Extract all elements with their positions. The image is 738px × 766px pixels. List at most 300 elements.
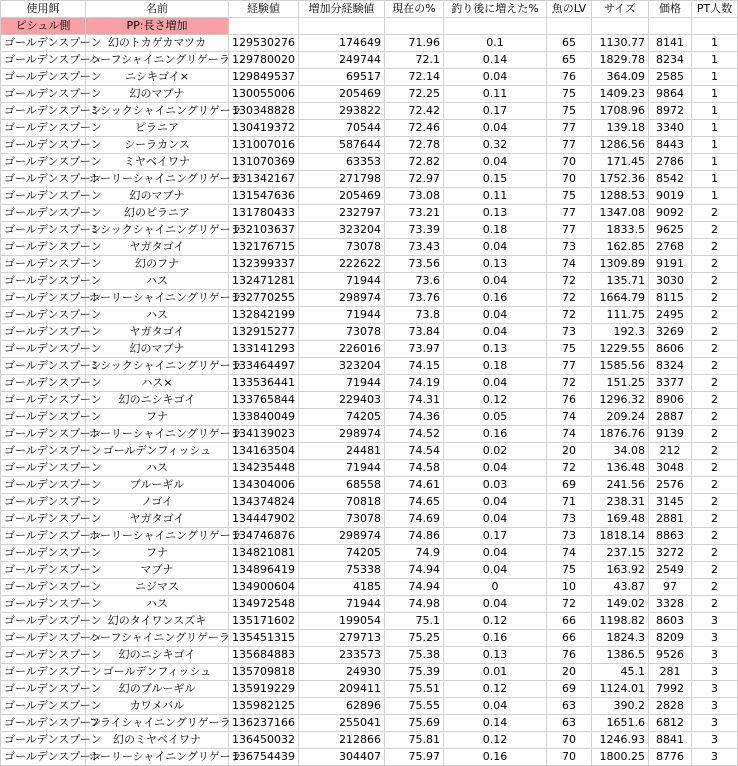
cell-pct-increase[interactable]: 0.17: [444, 528, 547, 545]
cell-party[interactable]: 1: [692, 188, 738, 205]
cell-exp[interactable]: 132770255: [229, 290, 299, 307]
cell-pct-increase[interactable]: 0.03: [444, 477, 547, 494]
cell-party[interactable]: 2: [692, 596, 738, 613]
cell-price[interactable]: 8115: [649, 290, 692, 307]
cell-exp-gain[interactable]: 222622: [299, 256, 385, 273]
cell-price[interactable]: 3269: [649, 324, 692, 341]
header-cell-size[interactable]: サイズ: [592, 1, 649, 18]
cell-party[interactable]: 2: [692, 477, 738, 494]
cell-size[interactable]: 237.15: [592, 545, 649, 562]
cell-exp[interactable]: 134447902: [229, 511, 299, 528]
cell-exp[interactable]: 135171602: [229, 613, 299, 630]
cell-party[interactable]: 2: [692, 222, 738, 239]
cell-price[interactable]: 8972: [649, 103, 692, 120]
cell-pct-increase[interactable]: 0.04: [444, 273, 547, 290]
cell-exp[interactable]: 132103637: [229, 222, 299, 239]
cell-size[interactable]: 1286.56: [592, 137, 649, 154]
cell-fish-lv[interactable]: 75: [547, 188, 592, 205]
cell-size[interactable]: 1386.5: [592, 647, 649, 664]
cell-name[interactable]: フライシャイニングリゲーラ: [86, 715, 229, 732]
cell-current-pct[interactable]: 74.86: [385, 528, 444, 545]
cell-fish-lv[interactable]: 72: [547, 273, 592, 290]
cell-name[interactable]: ヤガタゴイ: [86, 511, 229, 528]
cell-exp[interactable]: 132842199: [229, 307, 299, 324]
cell-current-pct[interactable]: 75.25: [385, 630, 444, 647]
cell-fish-lv[interactable]: 72: [547, 307, 592, 324]
cell-bait[interactable]: ゴールデンスプーン: [1, 715, 86, 732]
cell-exp-gain[interactable]: 298974: [299, 528, 385, 545]
cell-size[interactable]: 364.09: [592, 69, 649, 86]
cell-party[interactable]: 1: [692, 69, 738, 86]
cell-price[interactable]: 9864: [649, 86, 692, 103]
cell-price[interactable]: 2768: [649, 239, 692, 256]
cell-exp-gain[interactable]: 71944: [299, 273, 385, 290]
empty-cell[interactable]: [444, 18, 547, 35]
empty-cell[interactable]: [649, 18, 692, 35]
cell-bait[interactable]: ゴールデンスプーン: [1, 35, 86, 52]
cell-party[interactable]: 2: [692, 528, 738, 545]
cell-size[interactable]: 151.25: [592, 375, 649, 392]
cell-bait[interactable]: ゴールデンスプーン: [1, 749, 86, 766]
cell-bait[interactable]: ゴールデンスプーン: [1, 103, 86, 120]
cell-pct-increase[interactable]: 0.13: [444, 256, 547, 273]
cell-party[interactable]: 1: [692, 171, 738, 188]
cell-party[interactable]: 1: [692, 137, 738, 154]
cell-pct-increase[interactable]: 0.15: [444, 171, 547, 188]
cell-size[interactable]: 111.75: [592, 307, 649, 324]
cell-party[interactable]: 1: [692, 35, 738, 52]
cell-exp[interactable]: 134896419: [229, 562, 299, 579]
cell-pct-increase[interactable]: 0.04: [444, 494, 547, 511]
cell-price[interactable]: 9191: [649, 256, 692, 273]
cell-exp-gain[interactable]: 73078: [299, 324, 385, 341]
cell-size[interactable]: 34.08: [592, 443, 649, 460]
cell-bait[interactable]: ゴールデンスプーン: [1, 613, 86, 630]
cell-price[interactable]: 2887: [649, 409, 692, 426]
cell-fish-lv[interactable]: 70: [547, 154, 592, 171]
cell-exp-gain[interactable]: 4185: [299, 579, 385, 596]
cell-bait[interactable]: ゴールデンスプーン: [1, 443, 86, 460]
cell-exp[interactable]: 136450032: [229, 732, 299, 749]
cell-pct-increase[interactable]: 0.1: [444, 35, 547, 52]
cell-size[interactable]: 43.87: [592, 579, 649, 596]
cell-name[interactable]: フナ: [86, 409, 229, 426]
header-cell-bait[interactable]: 使用餌: [1, 1, 86, 18]
cell-exp-gain[interactable]: 226016: [299, 341, 385, 358]
cell-name[interactable]: ヤガタゴイ: [86, 239, 229, 256]
cell-size[interactable]: 135.71: [592, 273, 649, 290]
cell-exp-gain[interactable]: 74205: [299, 545, 385, 562]
cell-exp[interactable]: 134374824: [229, 494, 299, 511]
cell-name[interactable]: ミシックシャイニングリゲーラ: [86, 222, 229, 239]
cell-pct-increase[interactable]: 0.02: [444, 443, 547, 460]
cell-name[interactable]: ゴールデンフィッシュ: [86, 664, 229, 681]
cell-bait[interactable]: ゴールデンスプーン: [1, 171, 86, 188]
cell-exp-gain[interactable]: 271798: [299, 171, 385, 188]
cell-size[interactable]: 1800.25: [592, 749, 649, 766]
cell-size[interactable]: 45.1: [592, 664, 649, 681]
cell-pct-increase[interactable]: 0.11: [444, 86, 547, 103]
cell-price[interactable]: 8324: [649, 358, 692, 375]
cell-size[interactable]: 1829.78: [592, 52, 649, 69]
cell-size[interactable]: 149.02: [592, 596, 649, 613]
cell-current-pct[interactable]: 75.51: [385, 681, 444, 698]
cell-name[interactable]: ホーリーシャイニングリゲーラ: [86, 290, 229, 307]
cell-exp-gain[interactable]: 587644: [299, 137, 385, 154]
cell-party[interactable]: 3: [692, 681, 738, 698]
cell-fish-lv[interactable]: 75: [547, 562, 592, 579]
cell-party[interactable]: 2: [692, 511, 738, 528]
cell-pct-increase[interactable]: 0.13: [444, 647, 547, 664]
cell-pct-increase[interactable]: 0.12: [444, 392, 547, 409]
cell-price[interactable]: 2495: [649, 307, 692, 324]
cell-price[interactable]: 3145: [649, 494, 692, 511]
cell-size[interactable]: 1651.6: [592, 715, 649, 732]
cell-party[interactable]: 2: [692, 494, 738, 511]
cell-size[interactable]: 1124.01: [592, 681, 649, 698]
cell-name[interactable]: ミヤベイワナ: [86, 154, 229, 171]
cell-pct-increase[interactable]: 0.18: [444, 222, 547, 239]
cell-party[interactable]: 2: [692, 375, 738, 392]
cell-pct-increase[interactable]: 0.04: [444, 154, 547, 171]
cell-bait[interactable]: ゴールデンスプーン: [1, 239, 86, 256]
cell-pct-increase[interactable]: 0.04: [444, 120, 547, 137]
cell-price[interactable]: 9019: [649, 188, 692, 205]
cell-fish-lv[interactable]: 73: [547, 239, 592, 256]
cell-size[interactable]: 1198.82: [592, 613, 649, 630]
cell-name[interactable]: 幻のニシキゴイ: [86, 392, 229, 409]
cell-current-pct[interactable]: 72.78: [385, 137, 444, 154]
cell-exp[interactable]: 135919229: [229, 681, 299, 698]
cell-name[interactable]: 幻のミヤベイワナ: [86, 732, 229, 749]
cell-party[interactable]: 3: [692, 749, 738, 766]
cell-exp-gain[interactable]: 233573: [299, 647, 385, 664]
cell-exp[interactable]: 131342167: [229, 171, 299, 188]
cell-bait[interactable]: ゴールデンスプーン: [1, 392, 86, 409]
cell-current-pct[interactable]: 74.19: [385, 375, 444, 392]
cell-current-pct[interactable]: 75.69: [385, 715, 444, 732]
cell-fish-lv[interactable]: 70: [547, 749, 592, 766]
cell-price[interactable]: 8906: [649, 392, 692, 409]
cell-fish-lv[interactable]: 10: [547, 579, 592, 596]
cell-bait[interactable]: ゴールデンスプーン: [1, 596, 86, 613]
cell-current-pct[interactable]: 72.82: [385, 154, 444, 171]
cell-name[interactable]: ハス: [86, 273, 229, 290]
cell-name[interactable]: マブナ: [86, 562, 229, 579]
cell-exp[interactable]: 136237166: [229, 715, 299, 732]
cell-exp-gain[interactable]: 174649: [299, 35, 385, 52]
cell-bait[interactable]: ゴールデンスプーン: [1, 120, 86, 137]
cell-price[interactable]: 3328: [649, 596, 692, 613]
cell-name[interactable]: ミシックシャイニングリゲーラ: [86, 103, 229, 120]
cell-exp-gain[interactable]: 255041: [299, 715, 385, 732]
cell-exp[interactable]: 134163504: [229, 443, 299, 460]
cell-exp-gain[interactable]: 75338: [299, 562, 385, 579]
cell-fish-lv[interactable]: 69: [547, 681, 592, 698]
cell-current-pct[interactable]: 75.38: [385, 647, 444, 664]
cell-name[interactable]: 幻のマブナ: [86, 188, 229, 205]
cell-exp[interactable]: 134746876: [229, 528, 299, 545]
cell-pct-increase[interactable]: 0.12: [444, 613, 547, 630]
cell-current-pct[interactable]: 75.1: [385, 613, 444, 630]
cell-party[interactable]: 2: [692, 579, 738, 596]
cell-exp-gain[interactable]: 249744: [299, 52, 385, 69]
cell-party[interactable]: 2: [692, 341, 738, 358]
cell-fish-lv[interactable]: 74: [547, 256, 592, 273]
cell-fish-lv[interactable]: 77: [547, 222, 592, 239]
cell-exp-gain[interactable]: 63353: [299, 154, 385, 171]
cell-name[interactable]: ニシキゴイ×: [86, 69, 229, 86]
cell-exp-gain[interactable]: 71944: [299, 307, 385, 324]
cell-party[interactable]: 2: [692, 443, 738, 460]
cell-bait[interactable]: ゴールデンスプーン: [1, 630, 86, 647]
cell-bait[interactable]: ゴールデンスプーン: [1, 460, 86, 477]
cell-current-pct[interactable]: 74.15: [385, 358, 444, 375]
cell-current-pct[interactable]: 73.39: [385, 222, 444, 239]
cell-name[interactable]: ピラニア: [86, 120, 229, 137]
cell-price[interactable]: 9625: [649, 222, 692, 239]
cell-current-pct[interactable]: 73.43: [385, 239, 444, 256]
cell-current-pct[interactable]: 73.76: [385, 290, 444, 307]
cell-party[interactable]: 2: [692, 426, 738, 443]
cell-current-pct[interactable]: 74.98: [385, 596, 444, 613]
cell-current-pct[interactable]: 73.84: [385, 324, 444, 341]
cell-fish-lv[interactable]: 72: [547, 596, 592, 613]
cell-exp-gain[interactable]: 209411: [299, 681, 385, 698]
cell-party[interactable]: 3: [692, 732, 738, 749]
cell-bait[interactable]: ゴールデンスプーン: [1, 698, 86, 715]
cell-exp-gain[interactable]: 74205: [299, 409, 385, 426]
cell-party[interactable]: 1: [692, 103, 738, 120]
cell-fish-lv[interactable]: 76: [547, 647, 592, 664]
cell-party[interactable]: 1: [692, 86, 738, 103]
cell-current-pct[interactable]: 72.42: [385, 103, 444, 120]
cell-bait[interactable]: ゴールデンスプーン: [1, 290, 86, 307]
cell-name[interactable]: ハーフシャイニングリゲーラ: [86, 630, 229, 647]
cell-bait[interactable]: ゴールデンスプーン: [1, 358, 86, 375]
cell-bait[interactable]: ゴールデンスプーン: [1, 545, 86, 562]
cell-price[interactable]: 8209: [649, 630, 692, 647]
header-cell-name[interactable]: 名前: [86, 1, 229, 18]
cell-exp[interactable]: 134304006: [229, 477, 299, 494]
cell-price[interactable]: 3030: [649, 273, 692, 290]
cell-current-pct[interactable]: 74.31: [385, 392, 444, 409]
cell-name[interactable]: ゴールデンフィッシュ: [86, 443, 229, 460]
cell-price[interactable]: 2549: [649, 562, 692, 579]
cell-bait[interactable]: ゴールデンスプーン: [1, 494, 86, 511]
cell-exp[interactable]: 129780020: [229, 52, 299, 69]
empty-cell[interactable]: [385, 18, 444, 35]
cell-exp-gain[interactable]: 73078: [299, 239, 385, 256]
cell-exp-gain[interactable]: 298974: [299, 426, 385, 443]
header-cell-fish-lv[interactable]: 魚のLV: [547, 1, 592, 18]
cell-fish-lv[interactable]: 20: [547, 443, 592, 460]
cell-current-pct[interactable]: 73.6: [385, 273, 444, 290]
cell-current-pct[interactable]: 75.39: [385, 664, 444, 681]
cell-bait[interactable]: ゴールデンスプーン: [1, 664, 86, 681]
cell-current-pct[interactable]: 72.1: [385, 52, 444, 69]
cell-name[interactable]: ミシックシャイニングリゲーラ: [86, 358, 229, 375]
cell-party[interactable]: 3: [692, 664, 738, 681]
cell-name[interactable]: ノゴイ: [86, 494, 229, 511]
cell-price[interactable]: 281: [649, 664, 692, 681]
cell-current-pct[interactable]: 72.14: [385, 69, 444, 86]
cell-fish-lv[interactable]: 71: [547, 494, 592, 511]
cell-exp[interactable]: 131070369: [229, 154, 299, 171]
cell-size[interactable]: 238.31: [592, 494, 649, 511]
cell-fish-lv[interactable]: 72: [547, 290, 592, 307]
cell-name[interactable]: ヤガタゴイ: [86, 324, 229, 341]
cell-party[interactable]: 2: [692, 239, 738, 256]
cell-name[interactable]: フナ: [86, 545, 229, 562]
cell-exp[interactable]: 133464497: [229, 358, 299, 375]
cell-current-pct[interactable]: 73.56: [385, 256, 444, 273]
cell-exp[interactable]: 134900604: [229, 579, 299, 596]
cell-exp[interactable]: 130055006: [229, 86, 299, 103]
cell-size[interactable]: 1824.3: [592, 630, 649, 647]
cell-pct-increase[interactable]: 0.04: [444, 460, 547, 477]
cell-fish-lv[interactable]: 72: [547, 375, 592, 392]
cell-exp-gain[interactable]: 298974: [299, 290, 385, 307]
cell-size[interactable]: 1347.08: [592, 205, 649, 222]
cell-pct-increase[interactable]: 0.04: [444, 596, 547, 613]
cell-pct-increase[interactable]: 0: [444, 579, 547, 596]
cell-current-pct[interactable]: 74.52: [385, 426, 444, 443]
empty-cell[interactable]: [229, 18, 299, 35]
cell-price[interactable]: 9139: [649, 426, 692, 443]
cell-size[interactable]: 192.3: [592, 324, 649, 341]
cell-party[interactable]: 2: [692, 358, 738, 375]
empty-cell[interactable]: [592, 18, 649, 35]
cell-fish-lv[interactable]: 77: [547, 137, 592, 154]
cell-name[interactable]: ホーリーシャイニングリゲーラ: [86, 528, 229, 545]
cell-pct-increase[interactable]: 0.16: [444, 749, 547, 766]
cell-current-pct[interactable]: 74.94: [385, 579, 444, 596]
cell-fish-lv[interactable]: 73: [547, 528, 592, 545]
cell-price[interactable]: 8863: [649, 528, 692, 545]
cell-fish-lv[interactable]: 69: [547, 477, 592, 494]
cell-current-pct[interactable]: 74.65: [385, 494, 444, 511]
cell-pct-increase[interactable]: 0.16: [444, 630, 547, 647]
cell-exp-gain[interactable]: 323204: [299, 222, 385, 239]
cell-fish-lv[interactable]: 70: [547, 171, 592, 188]
cell-size[interactable]: 1876.76: [592, 426, 649, 443]
cell-size[interactable]: 1833.5: [592, 222, 649, 239]
cell-name[interactable]: 幻のフナ: [86, 256, 229, 273]
cell-exp-gain[interactable]: 69517: [299, 69, 385, 86]
cell-fish-lv[interactable]: 77: [547, 120, 592, 137]
header-cell-exp[interactable]: 経験値: [229, 1, 299, 18]
cell-party[interactable]: 3: [692, 715, 738, 732]
cell-exp-gain[interactable]: 205469: [299, 86, 385, 103]
cell-bait[interactable]: ゴールデンスプーン: [1, 341, 86, 358]
cell-fish-lv[interactable]: 70: [547, 732, 592, 749]
cell-current-pct[interactable]: 75.97: [385, 749, 444, 766]
cell-pct-increase[interactable]: 0.01: [444, 664, 547, 681]
cell-pct-increase[interactable]: 0.18: [444, 358, 547, 375]
cell-party[interactable]: 3: [692, 698, 738, 715]
cell-price[interactable]: 8606: [649, 341, 692, 358]
cell-fish-lv[interactable]: 20: [547, 664, 592, 681]
cell-party[interactable]: 2: [692, 290, 738, 307]
cell-bait[interactable]: ゴールデンスプーン: [1, 528, 86, 545]
cell-exp-gain[interactable]: 199054: [299, 613, 385, 630]
cell-price[interactable]: 8141: [649, 35, 692, 52]
cell-name[interactable]: 幻のタイワンスズキ: [86, 613, 229, 630]
cell-exp[interactable]: 132915277: [229, 324, 299, 341]
cell-fish-lv[interactable]: 73: [547, 511, 592, 528]
cell-party[interactable]: 2: [692, 545, 738, 562]
cell-price[interactable]: 8234: [649, 52, 692, 69]
cell-bait[interactable]: ゴールデンスプーン: [1, 52, 86, 69]
cell-name[interactable]: ハス: [86, 596, 229, 613]
cell-size[interactable]: 1752.36: [592, 171, 649, 188]
cell-size[interactable]: 169.48: [592, 511, 649, 528]
empty-cell[interactable]: [692, 18, 738, 35]
cell-exp[interactable]: 134139023: [229, 426, 299, 443]
cell-price[interactable]: 2828: [649, 698, 692, 715]
cell-exp-gain[interactable]: 229403: [299, 392, 385, 409]
cell-bait[interactable]: ゴールデンスプーン: [1, 477, 86, 494]
cell-pct-increase[interactable]: 0.14: [444, 52, 547, 69]
cell-pct-increase[interactable]: 0.04: [444, 239, 547, 256]
cell-exp-gain[interactable]: 304407: [299, 749, 385, 766]
cell-name[interactable]: 幻のブルーギル: [86, 681, 229, 698]
cell-current-pct[interactable]: 72.97: [385, 171, 444, 188]
cell-name[interactable]: ハス: [86, 307, 229, 324]
cell-exp[interactable]: 135709818: [229, 664, 299, 681]
cell-pct-increase[interactable]: 0.12: [444, 681, 547, 698]
cell-current-pct[interactable]: 73.21: [385, 205, 444, 222]
cell-name[interactable]: ハーフシャイニングリゲーラ: [86, 52, 229, 69]
cell-pct-increase[interactable]: 0.16: [444, 290, 547, 307]
cell-party[interactable]: 2: [692, 307, 738, 324]
cell-price[interactable]: 9526: [649, 647, 692, 664]
cell-pct-increase[interactable]: 0.32: [444, 137, 547, 154]
cell-exp-gain[interactable]: 24481: [299, 443, 385, 460]
cell-pct-increase[interactable]: 0.11: [444, 188, 547, 205]
cell-fish-lv[interactable]: 74: [547, 545, 592, 562]
cell-size[interactable]: 1246.93: [592, 732, 649, 749]
cell-exp-gain[interactable]: 70818: [299, 494, 385, 511]
cell-fish-lv[interactable]: 65: [547, 35, 592, 52]
cell-price[interactable]: 97: [649, 579, 692, 596]
cell-price[interactable]: 7992: [649, 681, 692, 698]
cell-pct-increase[interactable]: 0.04: [444, 698, 547, 715]
cell-current-pct[interactable]: 72.25: [385, 86, 444, 103]
cell-pct-increase[interactable]: 0.14: [444, 715, 547, 732]
cell-bait[interactable]: ゴールデンスプーン: [1, 324, 86, 341]
cell-size[interactable]: 1288.53: [592, 188, 649, 205]
cell-exp[interactable]: 133765844: [229, 392, 299, 409]
cell-bait[interactable]: ゴールデンスプーン: [1, 511, 86, 528]
cell-pct-increase[interactable]: 0.13: [444, 341, 547, 358]
cell-size[interactable]: 390.2: [592, 698, 649, 715]
cell-current-pct[interactable]: 74.36: [385, 409, 444, 426]
cell-bait[interactable]: ゴールデンスプーン: [1, 222, 86, 239]
cell-current-pct[interactable]: 72.46: [385, 120, 444, 137]
cell-size[interactable]: 1708.96: [592, 103, 649, 120]
cell-name[interactable]: ホーリーシャイニングリゲーラ: [86, 749, 229, 766]
cell-size[interactable]: 139.18: [592, 120, 649, 137]
cell-pct-increase[interactable]: 0.04: [444, 511, 547, 528]
cell-price[interactable]: 8542: [649, 171, 692, 188]
cell-fish-lv[interactable]: 66: [547, 630, 592, 647]
cell-current-pct[interactable]: 75.81: [385, 732, 444, 749]
cell-fish-lv[interactable]: 74: [547, 409, 592, 426]
cell-exp-gain[interactable]: 293822: [299, 103, 385, 120]
cell-pct-increase[interactable]: 0.04: [444, 324, 547, 341]
